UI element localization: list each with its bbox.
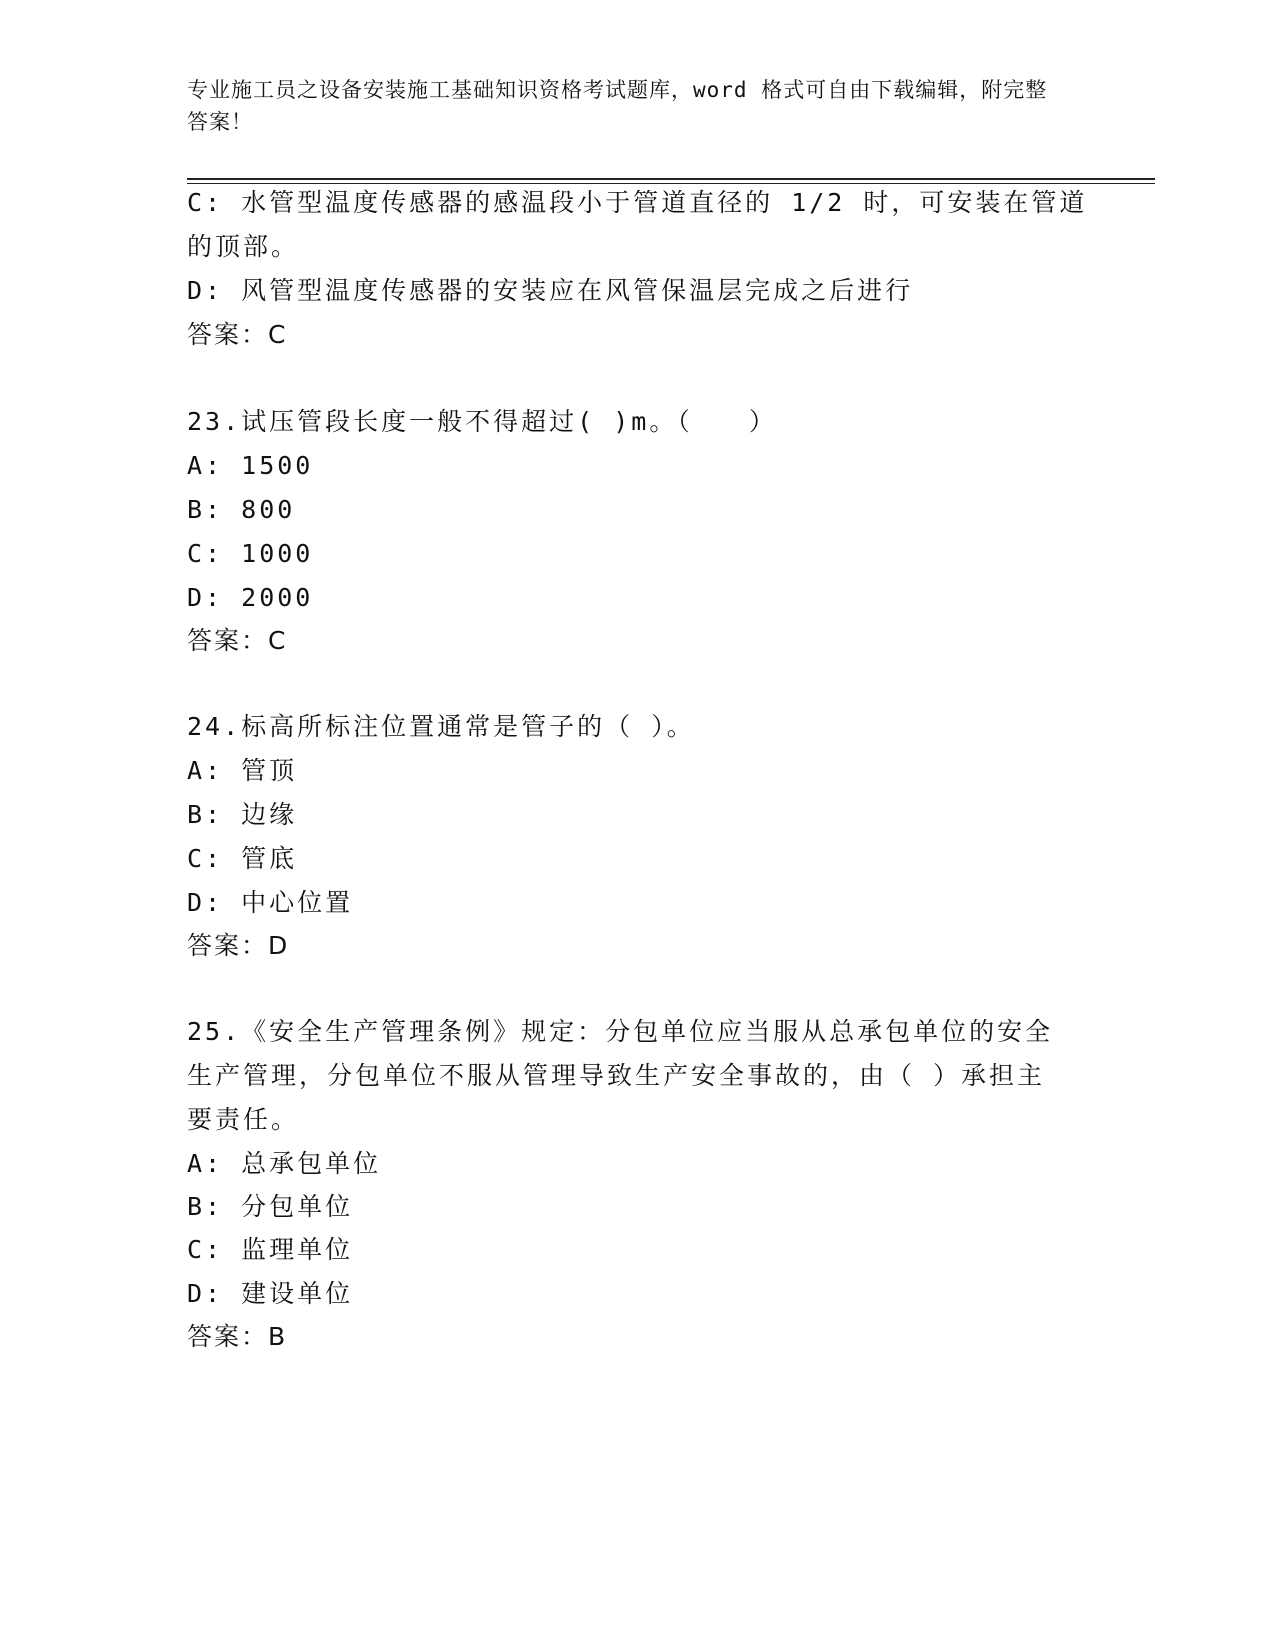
q23-answer: 答案：C bbox=[187, 626, 288, 655]
q24-question: 24.标高所标注位置通常是管子的（ ）。 bbox=[187, 712, 695, 741]
q25-option-b: B: 分包单位 bbox=[187, 1192, 354, 1221]
q25-answer: 答案：B bbox=[187, 1322, 288, 1351]
q23-option-a: A: 1500 bbox=[187, 451, 314, 480]
q25-option-d: D: 建设单位 bbox=[187, 1279, 354, 1308]
q23-question: 23.试压管段长度一般不得超过( )m。（ ） bbox=[187, 407, 777, 436]
q25-question-line1: 25.《安全生产管理条例》规定：分包单位应当服从总承包单位的安全 bbox=[187, 1017, 1054, 1046]
q22-answer: 答案：C bbox=[187, 320, 288, 349]
q24-option-a: A: 管顶 bbox=[187, 756, 298, 785]
q23-option-c: C: 1000 bbox=[187, 539, 314, 568]
q22-option-c-line1: C: 水管型温度传感器的感温段小于管道直径的 1/2 时，可安装在管道 bbox=[187, 188, 1088, 217]
q25-question-line3: 要责任。 bbox=[187, 1105, 300, 1134]
q25-question-line2: 生产管理，分包单位不服从管理导致生产安全事故的，由（ ）承担主 bbox=[187, 1061, 1046, 1090]
q24-option-d: D: 中心位置 bbox=[187, 888, 354, 917]
q24-option-b: B: 边缘 bbox=[187, 800, 298, 829]
q23-option-d: D: 2000 bbox=[187, 583, 314, 612]
q22-option-d: D: 风管型温度传感器的安装应在风管保温层完成之后进行 bbox=[187, 276, 914, 305]
header-rule-thick bbox=[187, 178, 1155, 180]
q23-option-b: B: 800 bbox=[187, 495, 296, 524]
q25-option-a: A: 总承包单位 bbox=[187, 1149, 382, 1178]
q24-option-c: C: 管底 bbox=[187, 844, 298, 873]
q24-answer: 答案：D bbox=[187, 931, 290, 960]
q25-option-c: C: 监理单位 bbox=[187, 1235, 354, 1264]
header-rule-thin bbox=[187, 183, 1155, 184]
document-intro: 专业施工员之设备安装施工基础知识资格考试题库，word 格式可自由下载编辑，附完整答案！ bbox=[187, 78, 1048, 134]
q22-option-c-line2: 的顶部。 bbox=[187, 232, 300, 261]
